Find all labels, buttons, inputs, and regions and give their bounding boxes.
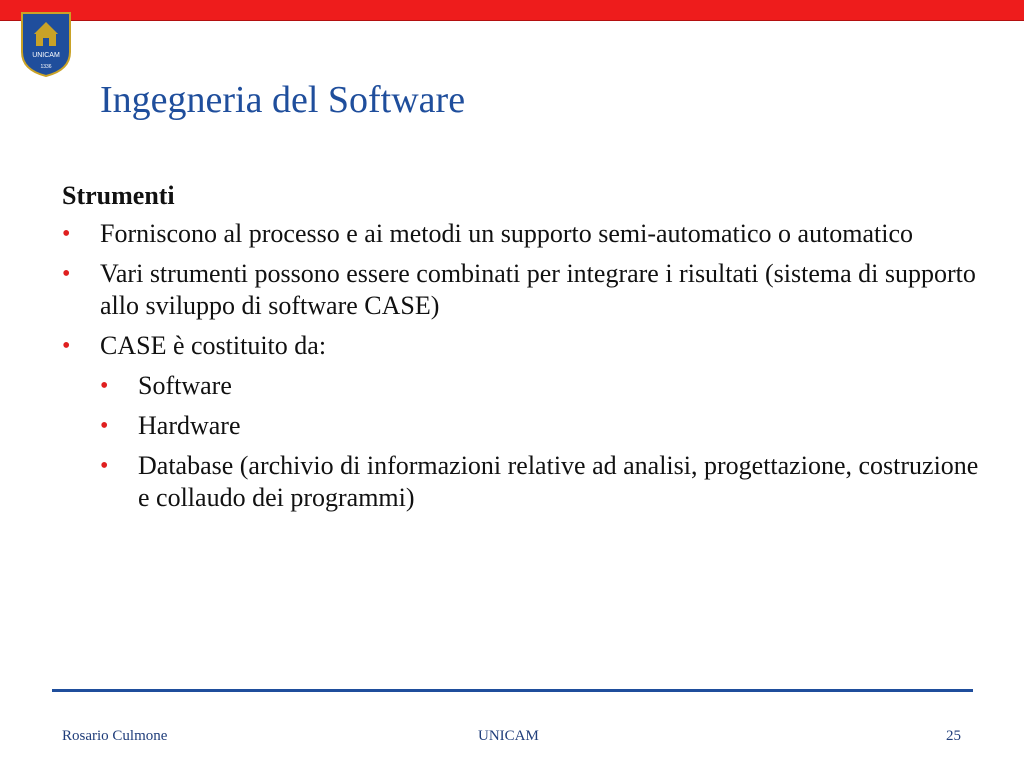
page-number: 25 [946,728,961,744]
bullet-list [62,218,982,514]
sub-list-item [100,370,982,402]
bullet-icon: • [62,261,71,287]
bullet-icon: • [62,221,71,247]
sub-bullet-text: Hardware [138,411,241,440]
logo-year: 1336 [40,64,52,70]
bullet-icon: • [100,413,109,439]
bullet-text: Vari strumenti possono essere combinati per integrare i risultati (sistema di supporto allo sviluppo di software CASE) [100,259,976,320]
logo-text: UNICAM [32,52,60,59]
list-item [62,258,982,322]
bullet-icon: • [62,333,71,359]
bullet-text: Forniscono al processo e ai metodi un supporto semi-automatico o automatico [100,219,914,248]
footer-divider [52,689,973,692]
section-heading: Strumenti [62,181,175,210]
bullet-icon: • [100,453,109,479]
bullet-icon: • [100,373,109,399]
sub-bullet-list [100,370,982,514]
sub-list-item [100,450,982,514]
footer-institution: UNICAM [478,728,539,744]
slide-title: Ingegneria del Software [100,79,466,121]
bullet-text: CASE è costituito da: [100,331,327,360]
footer-author: Rosario Culmone [62,728,168,744]
unicam-crest-icon [19,10,73,78]
list-item [62,330,982,514]
slide-content [62,180,982,522]
sub-bullet-text: Software [138,371,232,400]
list-item [62,218,982,250]
top-accent-bar [0,0,1024,21]
sub-bullet-text: Database (archivio di informazioni relative ad analisi, progettazione, costruzione e collaudo dei programmi) [138,451,979,512]
sub-list-item [100,410,982,442]
